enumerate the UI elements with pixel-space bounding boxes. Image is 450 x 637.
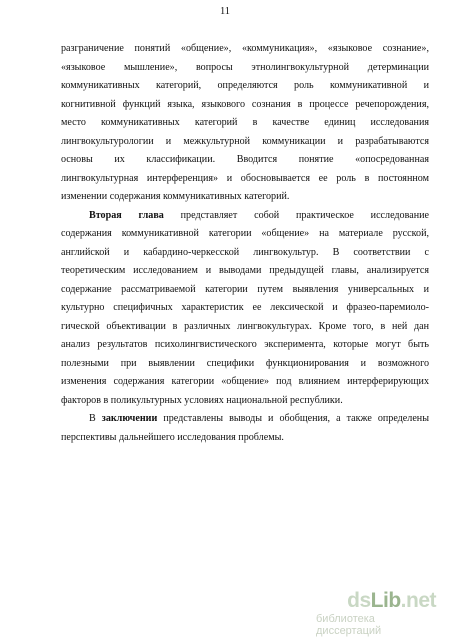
dslib-logo: [347, 589, 436, 613]
text-line: факторов в поликультурных условиях национальной республики.: [61, 394, 343, 406]
logo-part: .net: [400, 589, 436, 612]
text-line: анализ результатов психолингвистического эксперимента, которые могут быть: [61, 339, 429, 350]
text-fragment: В: [89, 413, 102, 424]
text-line: изменении содержания коммуникативных категорий.: [61, 191, 290, 202]
text-line: место коммуникативных категорий в качестве единиц исследования: [61, 117, 429, 128]
paragraph-2: [61, 207, 429, 411]
text-line: когнитивной функций языка, языкового сознания в процессе речепорождения,: [61, 98, 429, 110]
text-line: полезными при выявлении специфики функционирования и возможного: [61, 357, 429, 369]
text-line: лингвокультурная интерференция» и обосновывается ее роль в постоянном: [61, 172, 429, 184]
logo-part: Lib: [370, 589, 401, 612]
text-line: содержания коммуникативной категории «общение» на материале русской,: [61, 228, 429, 239]
paragraph-1: [61, 40, 429, 207]
page-number: 11: [219, 6, 231, 17]
text-line: коммуникативных категорий, определяются роль коммуникативной и: [61, 80, 429, 91]
text-line: лингвокультурологии и межкультурной коммуникации и разрабатываются: [61, 135, 429, 147]
text-line: «языковое мышление», вопросы этнолингвокультурной детерминации: [61, 61, 429, 73]
paragraph-3: [61, 410, 429, 447]
watermark-subtitle: библиотека диссертаций: [316, 613, 382, 637]
text-line: гической объективации в различных лингвокультурах. Кроме того, в ней дан: [61, 320, 429, 332]
text-line: основы их классификации. Вводится понятие «опосредованная: [61, 154, 429, 165]
text-line: разграничение понятий «общение», «коммуникация», «языковое сознание»,: [61, 43, 429, 54]
text-line: изменения содержания категории «общение» под влиянием интерферирующих: [61, 376, 429, 387]
text-line: культурно специфичных характеристик ее лексической и фразео-паремиоло-: [61, 302, 429, 313]
text-line: перспективы дальнейшего исследования проблемы.: [61, 431, 284, 443]
dslib-watermark: [316, 589, 436, 637]
logo-part: ds: [347, 589, 371, 612]
text-fragment: представлены выводы и обобщения, а также определены: [157, 413, 429, 424]
text-line: теоретическим исследованием и выводами предыдущей главы, анализируется: [61, 265, 429, 276]
text-line: содержание рассматриваемой категории путем выявления универсальных и: [61, 283, 429, 295]
chapter-two-heading: Вторая глава: [89, 209, 164, 221]
text-line: [61, 207, 429, 226]
text-line: английской и кабардино-черкесской лингвокультур. В соответствии с: [61, 246, 429, 258]
conclusion-heading: заключении: [101, 413, 158, 424]
text-fragment: представляет собой практическое исследование: [163, 209, 429, 221]
text-line: [61, 410, 429, 429]
